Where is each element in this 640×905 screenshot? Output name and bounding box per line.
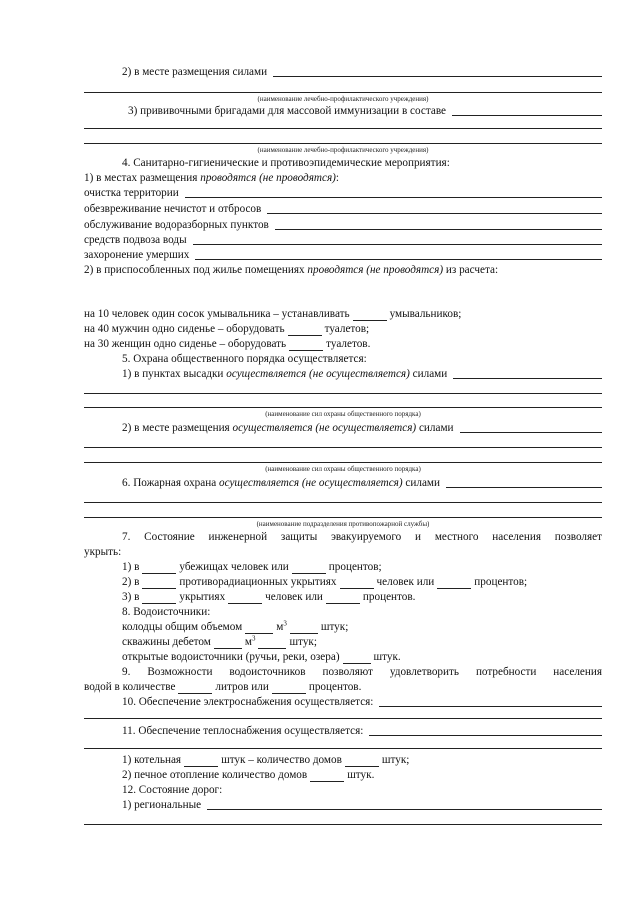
section-4-title: 4. Санитарно-гигиенические и противоэпидемические мероприятия: bbox=[122, 157, 450, 169]
option-text: осуществляется (не осуществляется) bbox=[232, 422, 417, 434]
caption-medical: (наименование лечебно-профилактического учреждения) bbox=[257, 95, 429, 103]
section-4-2-line: 2) в приспособленных под жилье помещениях проводятся (не проводятся) из расчета: bbox=[84, 264, 499, 276]
shelter-2-line: 2) в противорадиационных укрытиях человек или процентов; bbox=[122, 576, 528, 588]
divider bbox=[84, 92, 602, 93]
bore-count-field[interactable] bbox=[258, 638, 286, 649]
option-text: осуществляется (не осуществляется) bbox=[218, 477, 403, 489]
cleaning-line: очистка территории bbox=[84, 186, 602, 200]
cleaning-field[interactable] bbox=[185, 187, 602, 198]
water-transport-field[interactable] bbox=[193, 234, 602, 245]
open-sources-count-field[interactable] bbox=[343, 653, 371, 664]
place-forces-line bbox=[122, 65, 602, 79]
section-11-line: 11. Обеспечение теплоснабжения осуществляется: bbox=[122, 724, 602, 738]
option-text: осуществляется (не осуществляется) bbox=[226, 368, 410, 380]
shelter-1-percent-field[interactable] bbox=[292, 563, 326, 574]
divider bbox=[84, 502, 602, 503]
electricity-field[interactable] bbox=[379, 696, 602, 707]
boiler-line: 1) котельная штук – количество домов штук; bbox=[122, 754, 410, 766]
water-points-line: обслуживание водоразборных пунктов bbox=[84, 218, 602, 232]
divider bbox=[84, 447, 602, 448]
section-5-1-line: 1) в пунктах высадки осуществляется (не осуществляется) силами bbox=[122, 367, 602, 381]
disposal-line: обезвреживание нечистот и отбросов bbox=[84, 202, 602, 216]
burial-line: захоронение умерших bbox=[84, 248, 602, 262]
divider bbox=[84, 143, 602, 144]
section-5-title: 5. Охрана общественного порядка осуществляется: bbox=[122, 353, 367, 365]
water-percent-field[interactable] bbox=[272, 683, 306, 694]
divider bbox=[84, 517, 602, 518]
caption-medical-2: (наименование лечебно-профилактического учреждения) bbox=[257, 146, 429, 154]
men-line: на 40 мужчин одно сиденье – оборудовать туалетов; bbox=[84, 323, 370, 335]
shelter-3-count-field[interactable] bbox=[142, 593, 176, 604]
open-sources-line: открытые водоисточники (ручьи, реки, озера) штук. bbox=[122, 651, 401, 663]
caption-order-2: (наименование сил охраны общественного порядка) bbox=[265, 465, 421, 473]
section-6-line: 6. Пожарная охрана осуществляется (не осуществляется) силами bbox=[122, 476, 602, 490]
women-line: на 30 женщин одно сиденье – оборудовать туалетов. bbox=[84, 338, 371, 350]
section-10-line: 10. Обеспечение электроснабжения осуществляется: bbox=[122, 695, 602, 709]
option-text: проводятся (не проводятся) bbox=[200, 172, 336, 184]
divider bbox=[84, 462, 602, 463]
water-points-field[interactable] bbox=[275, 219, 602, 230]
wells-count-field[interactable] bbox=[290, 623, 318, 634]
boreholes-line: скважины дебетом $м^3$ штук; bbox=[122, 634, 317, 648]
section-12-title: 12. Состояние дорог: bbox=[122, 784, 223, 796]
boiler-houses-field[interactable] bbox=[345, 756, 379, 767]
wash-count-field[interactable] bbox=[353, 310, 387, 321]
shelter-3-line: 3) в укрытиях человек или процентов. bbox=[122, 591, 416, 603]
water-transport-line: средств подвоза воды bbox=[84, 233, 602, 247]
section-9-text: 9. Возможности водоисточников позволяют удовлетворить потребности населения bbox=[122, 666, 602, 678]
shelter-3-people-field[interactable] bbox=[228, 593, 262, 604]
divider bbox=[84, 393, 602, 394]
vaccination-field[interactable] bbox=[452, 105, 602, 116]
bore-debit-field[interactable] bbox=[214, 638, 242, 649]
stove-houses-field[interactable] bbox=[310, 771, 344, 782]
women-count-field[interactable] bbox=[289, 340, 323, 351]
heating-field[interactable] bbox=[369, 725, 602, 736]
section-8-title: 8. Водоисточники: bbox=[122, 606, 211, 618]
vaccination-label: 3) прививочными бригадами для массовой иммунизации в составе bbox=[128, 105, 447, 117]
caption-order: (наименование сил охраны общественного порядка) bbox=[265, 410, 421, 418]
place-forces-label: 2) в месте размещения силами bbox=[122, 66, 268, 78]
stove-line: 2) печное отопление количество домов штук. bbox=[122, 769, 375, 781]
burial-field[interactable] bbox=[195, 249, 602, 260]
section-7-text: 7. Состояние инженерной защиты эвакуируемого и местного населения позволяет bbox=[122, 531, 602, 543]
shelter-1-line: 1) в убежищах человек или процентов; bbox=[122, 561, 382, 573]
boiler-count-field[interactable] bbox=[184, 756, 218, 767]
divider bbox=[84, 824, 602, 825]
shelter-2-count-field[interactable] bbox=[142, 578, 176, 589]
divider bbox=[84, 718, 602, 719]
men-count-field[interactable] bbox=[288, 325, 322, 336]
water-liters-field[interactable] bbox=[178, 683, 212, 694]
section-4-1-line: 1) в местах размещения проводятся (не проводятся) : bbox=[84, 172, 339, 184]
shelter-1-count-field[interactable] bbox=[142, 563, 176, 574]
section-5-2-line: 2) в месте размещения осуществляется (не осуществляется) силами bbox=[122, 421, 602, 435]
wells-line: колодцы общим объемом $м^3$ штук; bbox=[122, 619, 349, 633]
shelter-2-people-field[interactable] bbox=[340, 578, 374, 589]
divider bbox=[84, 748, 602, 749]
divider bbox=[84, 128, 602, 129]
fire-forces-field[interactable] bbox=[446, 477, 602, 488]
option-text: проводятся (не проводятся) bbox=[307, 264, 444, 276]
shelter-3-percent-field[interactable] bbox=[326, 593, 360, 604]
caption-fire: (наименование подразделения противопожарной службы) bbox=[256, 520, 430, 528]
vaccination-line bbox=[128, 104, 602, 118]
shelter-2-percent-field[interactable] bbox=[437, 578, 471, 589]
wells-volume-field[interactable] bbox=[245, 623, 273, 634]
landing-forces-field[interactable] bbox=[453, 368, 602, 379]
wash-line: на 10 человек один сосок умывальника – устанавливать умывальников; bbox=[84, 308, 462, 320]
section-9-cont: водой в количестве литров или процентов. bbox=[84, 681, 362, 693]
place-order-forces-field[interactable] bbox=[460, 422, 602, 433]
regional-roads-field[interactable] bbox=[207, 799, 602, 810]
place-forces-field[interactable] bbox=[273, 66, 602, 77]
disposal-field[interactable] bbox=[267, 203, 602, 214]
regional-roads-line: 1) региональные bbox=[122, 798, 602, 812]
section-7-cont: укрыть: bbox=[84, 546, 122, 558]
divider bbox=[84, 407, 602, 408]
